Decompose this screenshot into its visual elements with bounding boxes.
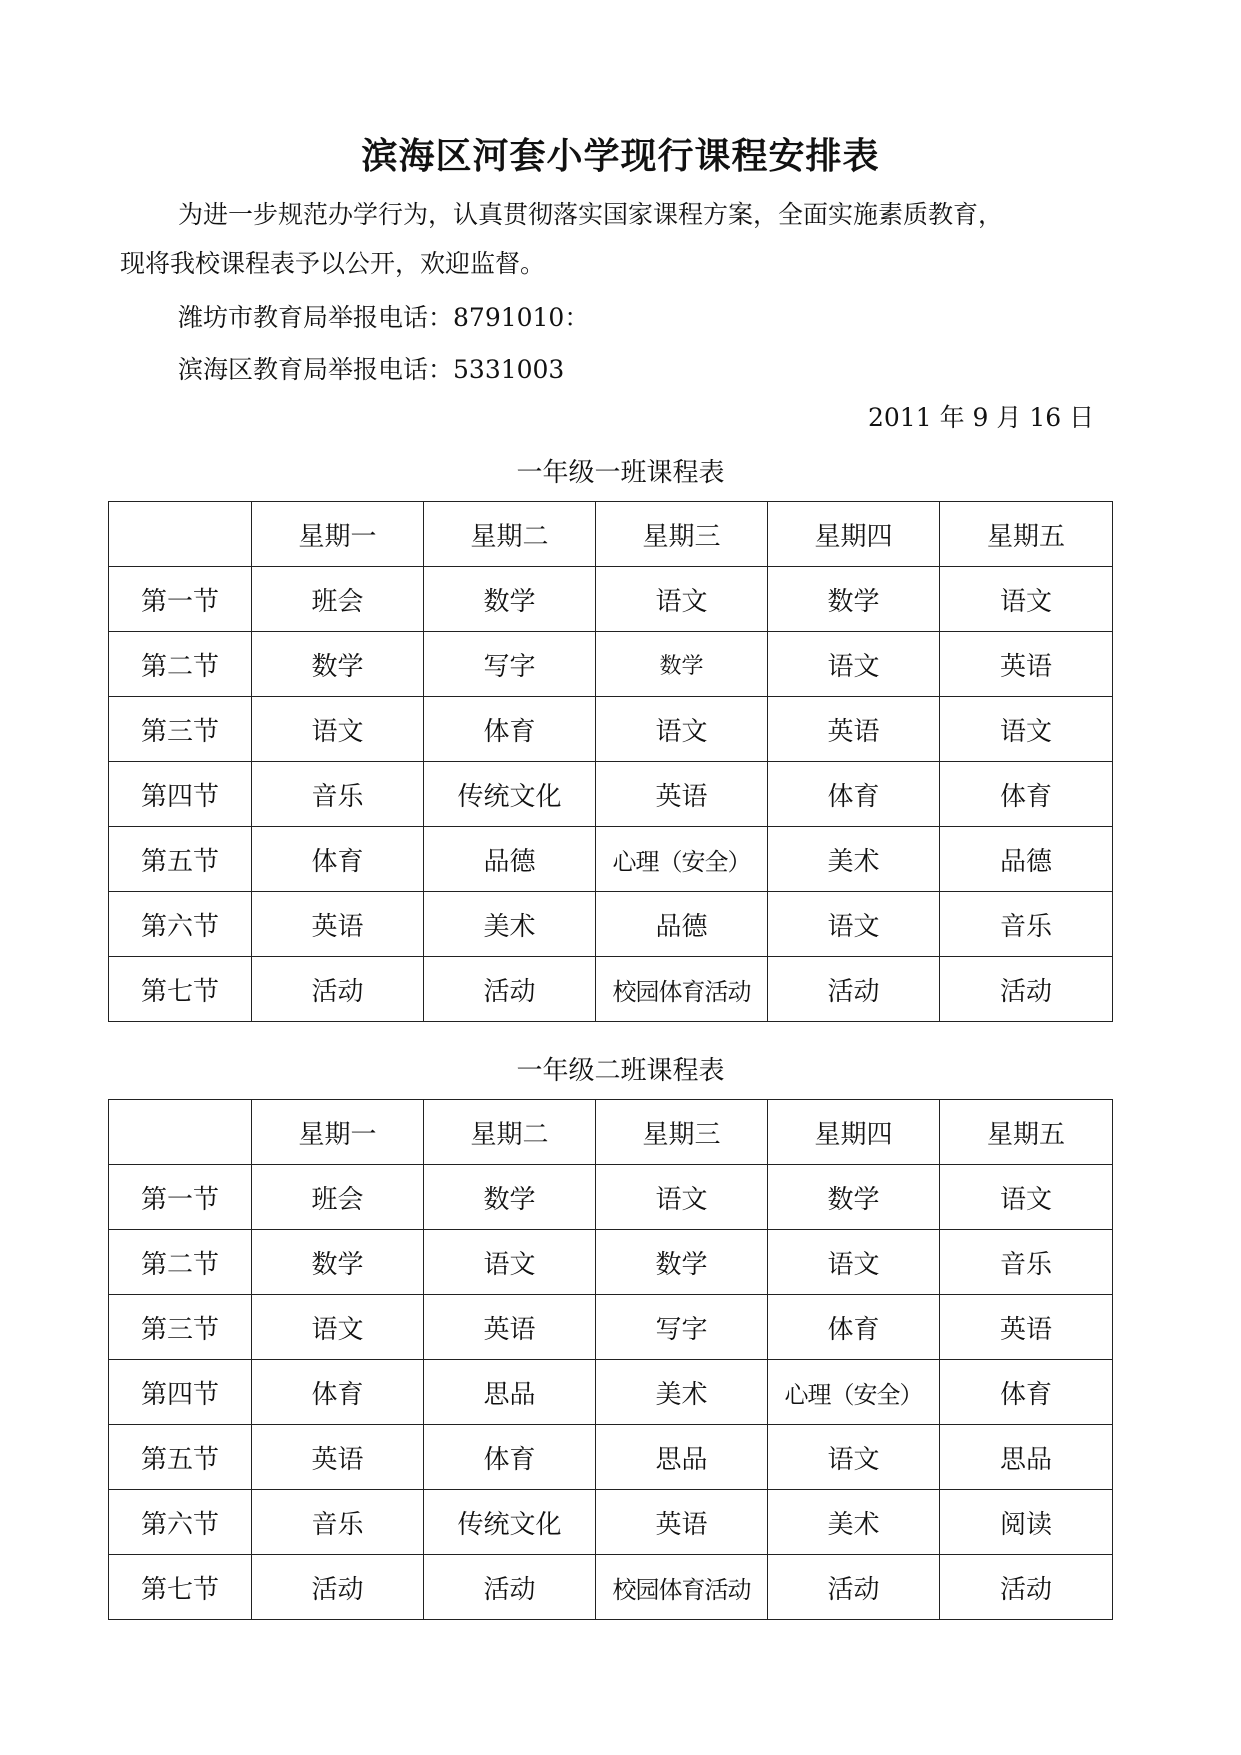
table-row [109,1295,1113,1360]
period-cell: 第二节 [109,1230,252,1295]
subject-cell: 数学 [768,567,940,632]
subject-cell: 数学 [252,1230,424,1295]
subject-cell: 美术 [424,892,596,957]
subject-cell: 语文 [940,697,1113,762]
corner-cell [109,502,252,567]
subject-cell: 语文 [768,632,940,697]
subject-cell: 英语 [252,1425,424,1490]
period-cell: 第三节 [109,1295,252,1360]
period-cell: 第六节 [109,892,252,957]
subject-cell: 活动 [940,1555,1113,1620]
subject-cell: 英语 [768,697,940,762]
table-caption-class-2: 一年级二班课程表 [516,1056,725,1086]
period-cell: 第二节 [109,632,252,697]
subject-cell: 体育 [252,827,424,892]
table-row [109,697,1113,762]
subject-cell: 阅读 [940,1490,1113,1555]
subject-cell: 活动 [424,1555,596,1620]
schedule-table-class-2 [108,1099,1113,1620]
subject-cell: 音乐 [940,1230,1113,1295]
table-caption-class-1: 一年级一班课程表 [516,458,725,488]
subject-cell: 语文 [940,1165,1113,1230]
subject-cell: 品德 [940,827,1113,892]
subject-cell: 班会 [252,567,424,632]
period-cell: 第七节 [109,1555,252,1620]
subject-cell: 语文 [596,567,768,632]
table-row [109,892,1113,957]
subject-cell: 思品 [424,1360,596,1425]
subject-cell: 写字 [424,632,596,697]
subject-cell: 英语 [596,1490,768,1555]
subject-cell: 传统文化 [424,762,596,827]
subject-cell: 美术 [596,1360,768,1425]
table-header-row [109,502,1113,567]
subject-cell: 数学 [596,1230,768,1295]
table-row [109,762,1113,827]
weekday-header-cell: 星期三 [596,502,768,567]
subject-cell: 语文 [940,567,1113,632]
subject-cell: 传统文化 [424,1490,596,1555]
subject-cell: 体育 [424,1425,596,1490]
subject-cell: 语文 [596,697,768,762]
table-row [109,1555,1113,1620]
subject-cell: 班会 [252,1165,424,1230]
subject-cell: 活动 [768,957,940,1022]
subject-cell: 品德 [424,827,596,892]
subject-cell: 校园体育活动 [596,957,768,1022]
weekday-header-cell: 星期五 [940,502,1113,567]
period-cell: 第三节 [109,697,252,762]
table-header-row [109,1100,1113,1165]
table-row [109,1490,1113,1555]
weekday-header-cell: 星期一 [252,502,424,567]
subject-cell: 英语 [940,1295,1113,1360]
subject-cell: 音乐 [252,1490,424,1555]
table-row [109,827,1113,892]
subject-cell: 体育 [424,697,596,762]
subject-cell: 美术 [768,827,940,892]
subject-cell: 英语 [940,632,1113,697]
subject-cell: 英语 [596,762,768,827]
subject-cell: 英语 [424,1295,596,1360]
weekday-header-cell: 星期三 [596,1100,768,1165]
weekday-header-cell: 星期二 [424,502,596,567]
subject-cell: 心理（安全） [768,1360,940,1425]
subject-cell: 数学 [424,1165,596,1230]
subject-cell: 语文 [768,1230,940,1295]
subject-cell: 活动 [424,957,596,1022]
weekday-header-cell: 星期一 [252,1100,424,1165]
table-row [109,957,1113,1022]
subject-cell: 语文 [424,1230,596,1295]
subject-cell: 语文 [768,892,940,957]
subject-cell: 校园体育活动 [596,1555,768,1620]
table-row [109,567,1113,632]
document-date: 2011 年 9 月 16 日 [868,403,1095,432]
corner-cell [109,1100,252,1165]
subject-cell: 思品 [940,1425,1113,1490]
weekday-header-cell: 星期四 [768,502,940,567]
subject-cell: 品德 [596,892,768,957]
subject-cell: 体育 [768,762,940,827]
weifang-report-phone: 潍坊市教育局举报电话：8791010： [178,303,590,332]
subject-cell: 写字 [596,1295,768,1360]
period-cell: 第五节 [109,827,252,892]
weekday-header-cell: 星期二 [424,1100,596,1165]
subject-cell: 数学 [596,632,768,697]
subject-cell: 音乐 [252,762,424,827]
period-cell: 第六节 [109,1490,252,1555]
schedule-table-class-1 [108,501,1113,1022]
period-cell: 第四节 [109,762,252,827]
weekday-header-cell: 星期五 [940,1100,1113,1165]
subject-cell: 数学 [768,1165,940,1230]
subject-cell: 数学 [252,632,424,697]
table-row [109,1230,1113,1295]
subject-cell: 美术 [768,1490,940,1555]
intro-line-1: 为进一步规范办学行为，认真贯彻落实国家课程方案，全面实施素质教育， [178,200,1004,229]
subject-cell: 语文 [596,1165,768,1230]
period-cell: 第四节 [109,1360,252,1425]
binhai-report-phone: 滨海区教育局举报电话：5331003 [178,355,565,384]
subject-cell: 活动 [768,1555,940,1620]
period-cell: 第一节 [109,1165,252,1230]
period-cell: 第五节 [109,1425,252,1490]
table-row [109,1425,1113,1490]
subject-cell: 英语 [252,892,424,957]
weekday-header-cell: 星期四 [768,1100,940,1165]
document-title: 滨海区河套小学现行课程安排表 [361,135,880,177]
period-cell: 第一节 [109,567,252,632]
table-row [109,632,1113,697]
period-cell: 第七节 [109,957,252,1022]
intro-line-2: 现将我校课程表予以公开，欢迎监督。 [120,249,546,278]
subject-cell: 语文 [252,697,424,762]
subject-cell: 体育 [252,1360,424,1425]
subject-cell: 活动 [252,957,424,1022]
subject-cell: 音乐 [940,892,1113,957]
subject-cell: 活动 [252,1555,424,1620]
subject-cell: 数学 [424,567,596,632]
subject-cell: 体育 [940,1360,1113,1425]
subject-cell: 语文 [768,1425,940,1490]
subject-cell: 体育 [940,762,1113,827]
subject-cell: 心理（安全） [596,827,768,892]
table-row [109,1165,1113,1230]
table-row [109,1360,1113,1425]
subject-cell: 活动 [940,957,1113,1022]
subject-cell: 思品 [596,1425,768,1490]
subject-cell: 体育 [768,1295,940,1360]
subject-cell: 语文 [252,1295,424,1360]
